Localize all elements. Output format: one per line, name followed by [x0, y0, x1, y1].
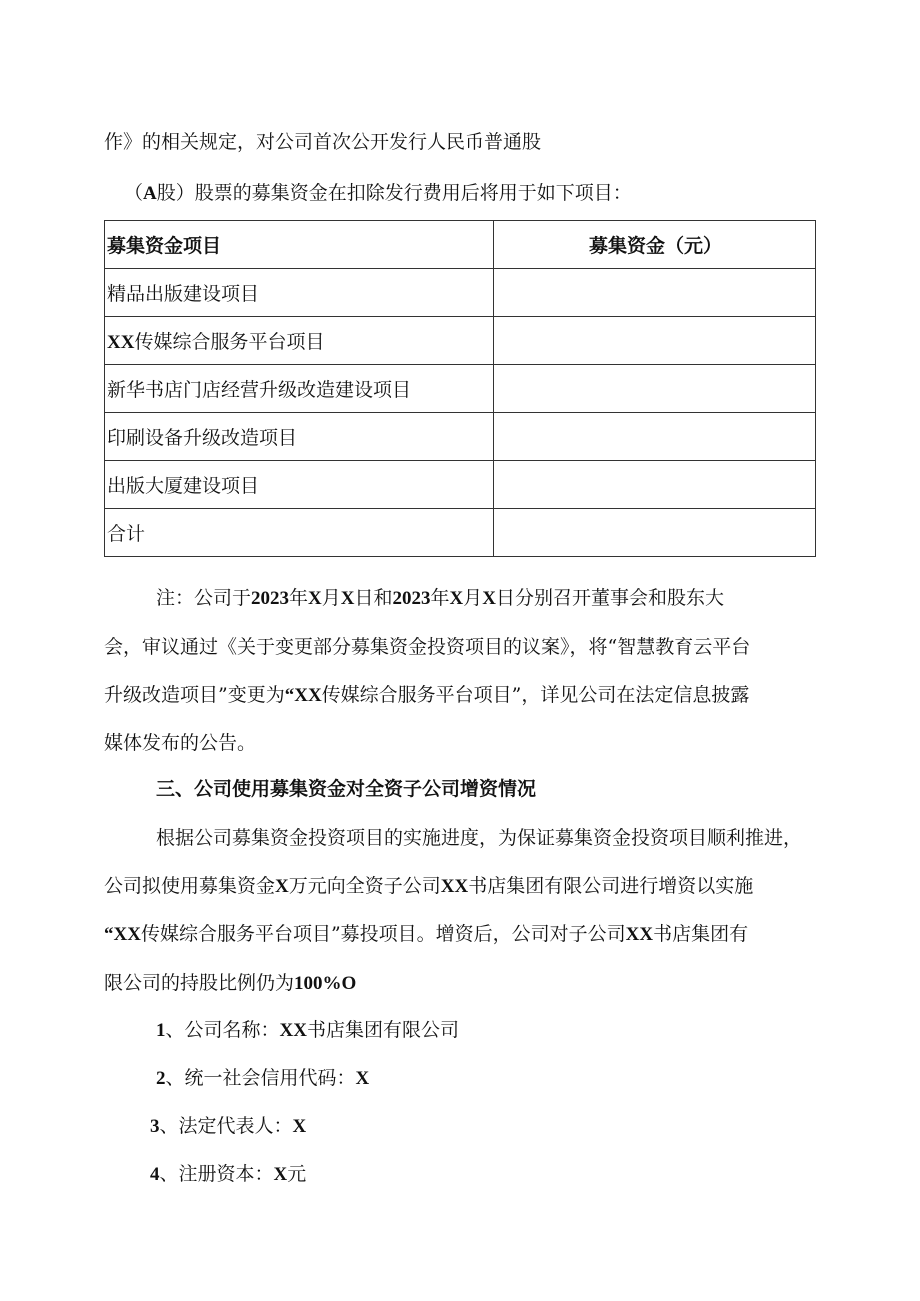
intro-line-1-text: 作》的相关规定，对公司首次公开发行人民币普通股 — [104, 131, 542, 153]
header-project: 募集资金项目 — [105, 221, 494, 269]
section-3-line-1: 根据公司募集资金投资项目的实施进度，为保证募集资金投资项目顺利推进， — [156, 827, 803, 849]
table-row — [105, 365, 816, 413]
table-row — [105, 413, 816, 461]
table-row — [105, 269, 816, 317]
intro-line-1 — [104, 130, 541, 154]
amount-cell — [494, 509, 816, 557]
note-line-3: 升级改造项目”变更为“XX传媒综合服务平台项目”，详见公司在法定信息披露 — [104, 684, 750, 706]
note-line-1: 注：公司于2023年X月X日和2023年X月X日分别召开董事会和股东大 — [156, 587, 725, 609]
project-name-cell: 合计 — [105, 509, 494, 557]
header-amount: 募集资金（元） — [494, 221, 816, 269]
project-name-cell: XX传媒综合服务平台项目 — [105, 317, 494, 365]
amount-cell — [494, 365, 816, 413]
section-3-heading: 三、公司使用募集资金对全资子公司增资情况 — [156, 778, 537, 800]
table-header-row — [105, 221, 816, 269]
table-row — [105, 317, 816, 365]
table-row — [105, 461, 816, 509]
project-name-cell: 出版大厦建设项目 — [105, 461, 494, 509]
note-line-4: 媒体发布的公告。 — [104, 732, 257, 754]
info-item-registered-capital: 4、注册资本：X元 — [150, 1163, 307, 1185]
fund-projects-table — [104, 220, 816, 557]
info-item-credit-code: 2、统一社会信用代码：X — [156, 1067, 370, 1089]
amount-cell — [494, 413, 816, 461]
project-name-cell: 印刷设备升级改造项目 — [105, 413, 494, 461]
project-name-cell: 新华书店门店经营升级改造建设项目 — [105, 365, 494, 413]
section-3-line-2: 公司拟使用募集资金X万元向全资子公司XX书店集团有限公司进行增资以实施 — [104, 875, 754, 897]
project-name-cell: 精品出版建设项目 — [105, 269, 494, 317]
table-row-total — [105, 509, 816, 557]
amount-cell — [494, 269, 816, 317]
note-line-2: 会，审议通过《关于变更部分募集资金投资项目的议案》，将“智慧教育云平台 — [104, 636, 751, 658]
amount-cell — [494, 461, 816, 509]
info-item-legal-rep: 3、法定代表人：X — [150, 1115, 307, 1137]
section-3-line-4: 限公司的持股比例仍为100%O — [104, 972, 357, 994]
section-3-line-3: “XX传媒综合服务平台项目”募投项目。增资后，公司对子公司XX书店集团有 — [104, 923, 749, 945]
amount-cell — [494, 317, 816, 365]
intro-line-2: （A股）股票的募集资金在扣除发行费用后将用于如下项目： — [124, 182, 632, 204]
info-item-company-name: 1、公司名称：XX书店集团有限公司 — [156, 1019, 459, 1041]
